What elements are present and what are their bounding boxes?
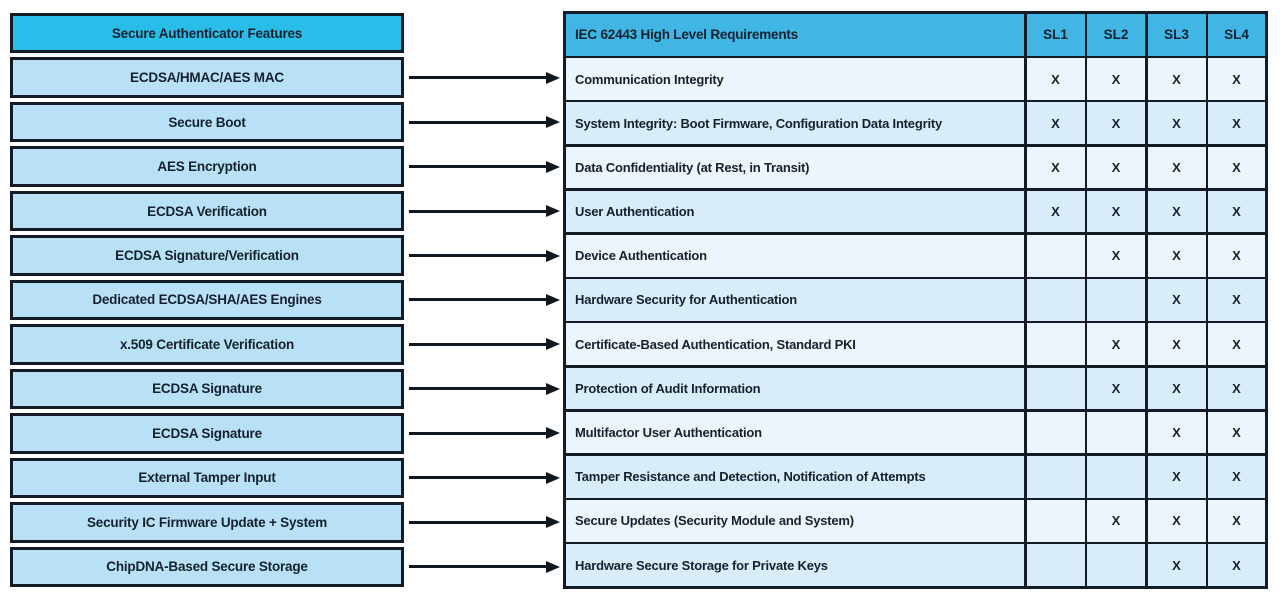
feature-box: Dedicated ECDSA/SHA/AES Engines: [10, 280, 404, 320]
sl1-cell: [1027, 544, 1085, 586]
feature-box: Secure Boot: [10, 102, 404, 142]
features-header: Secure Authenticator Features: [10, 13, 404, 53]
arrow-right-icon: [409, 565, 547, 568]
requirement-cell: Tamper Resistance and Detection, Notification of Attempts: [566, 456, 1024, 498]
feature-box: x.509 Certificate Verification: [10, 324, 404, 364]
sl3-cell: X: [1148, 102, 1206, 144]
requirement-cell: Communication Integrity: [566, 58, 1024, 100]
sl2-cell: X: [1087, 147, 1145, 189]
sl2-cell: X: [1087, 500, 1145, 542]
requirements-table: [563, 11, 1268, 589]
arrow-right-icon: [409, 476, 547, 479]
sl4-cell: X: [1208, 279, 1265, 321]
sl1-cell: [1027, 456, 1085, 498]
arrow-right-icon: [409, 76, 547, 79]
sl2-cell: [1087, 544, 1145, 586]
sl3-cell: X: [1148, 235, 1206, 277]
requirement-cell: Data Confidentiality (at Rest, in Transit): [566, 147, 1024, 189]
requirement-cell: Hardware Security for Authentication: [566, 279, 1024, 321]
connector-arrows: [409, 11, 560, 589]
sl4-cell: X: [1208, 368, 1265, 410]
sl2-cell: [1087, 412, 1145, 454]
arrow-right-icon: [409, 521, 547, 524]
requirement-cell: Device Authentication: [566, 235, 1024, 277]
sl4-cell: X: [1208, 412, 1265, 454]
sl1-cell: [1027, 279, 1085, 321]
sl3-cell: X: [1148, 58, 1206, 100]
requirement-cell: Protection of Audit Information: [566, 368, 1024, 410]
feature-box: Security IC Firmware Update + System: [10, 502, 404, 542]
feature-box: ECDSA Signature: [10, 369, 404, 409]
feature-box: ECDSA Signature: [10, 413, 404, 453]
arrow-right-icon: [409, 165, 547, 168]
feature-box: ChipDNA-Based Secure Storage: [10, 547, 404, 587]
sl2-cell: [1087, 279, 1145, 321]
sl2-cell: X: [1087, 323, 1145, 365]
sl4-cell: X: [1208, 456, 1265, 498]
sl4-cell: X: [1208, 191, 1265, 233]
sl3-cell: X: [1148, 544, 1206, 586]
sl1-cell: X: [1027, 102, 1085, 144]
sl1-cell: X: [1027, 191, 1085, 233]
sl2-cell: X: [1087, 235, 1145, 277]
table-header-sl1: SL1: [1027, 14, 1085, 56]
sl1-cell: [1027, 412, 1085, 454]
sl4-cell: X: [1208, 102, 1265, 144]
sl2-cell: X: [1087, 368, 1145, 410]
requirement-cell: Secure Updates (Security Module and System): [566, 500, 1024, 542]
sl4-cell: X: [1208, 544, 1265, 586]
table-header-sl3: SL3: [1148, 14, 1206, 56]
arrow-right-icon: [409, 343, 547, 346]
sl4-cell: X: [1208, 323, 1265, 365]
table-header-sl2: SL2: [1087, 14, 1145, 56]
sl3-cell: X: [1148, 147, 1206, 189]
sl2-cell: X: [1087, 58, 1145, 100]
feature-box: AES Encryption: [10, 146, 404, 186]
arrow-right-icon: [409, 387, 547, 390]
feature-box: ECDSA Signature/Verification: [10, 235, 404, 275]
sl2-cell: [1087, 456, 1145, 498]
table-header-requirements: IEC 62443 High Level Requirements: [566, 14, 1024, 56]
sl4-cell: X: [1208, 500, 1265, 542]
sl4-cell: X: [1208, 147, 1265, 189]
arrow-right-icon: [409, 254, 547, 257]
sl1-cell: X: [1027, 58, 1085, 100]
features-column: [10, 11, 404, 589]
arrow-right-icon: [409, 298, 547, 301]
sl1-cell: [1027, 235, 1085, 277]
sl3-cell: X: [1148, 323, 1206, 365]
sl3-cell: X: [1148, 412, 1206, 454]
feature-box: ECDSA Verification: [10, 191, 404, 231]
sl3-cell: X: [1148, 368, 1206, 410]
table-header-sl4: SL4: [1208, 14, 1265, 56]
sl3-cell: X: [1148, 279, 1206, 321]
sl4-cell: X: [1208, 58, 1265, 100]
sl3-cell: X: [1148, 191, 1206, 233]
arrow-right-icon: [409, 210, 547, 213]
feature-box: External Tamper Input: [10, 458, 404, 498]
sl2-cell: X: [1087, 102, 1145, 144]
arrow-right-icon: [409, 121, 547, 124]
sl1-cell: [1027, 500, 1085, 542]
requirement-cell: User Authentication: [566, 191, 1024, 233]
sl1-cell: X: [1027, 147, 1085, 189]
requirement-cell: Multifactor User Authentication: [566, 412, 1024, 454]
requirement-cell: Hardware Secure Storage for Private Keys: [566, 544, 1024, 586]
arrow-right-icon: [409, 432, 547, 435]
sl4-cell: X: [1208, 235, 1265, 277]
requirement-cell: Certificate-Based Authentication, Standard PKI: [566, 323, 1024, 365]
sl2-cell: X: [1087, 191, 1145, 233]
sl1-cell: [1027, 323, 1085, 365]
requirement-cell: System Integrity: Boot Firmware, Configuration Data Integrity: [566, 102, 1024, 144]
feature-box: ECDSA/HMAC/AES MAC: [10, 57, 404, 97]
sl3-cell: X: [1148, 456, 1206, 498]
sl3-cell: X: [1148, 500, 1206, 542]
sl1-cell: [1027, 368, 1085, 410]
